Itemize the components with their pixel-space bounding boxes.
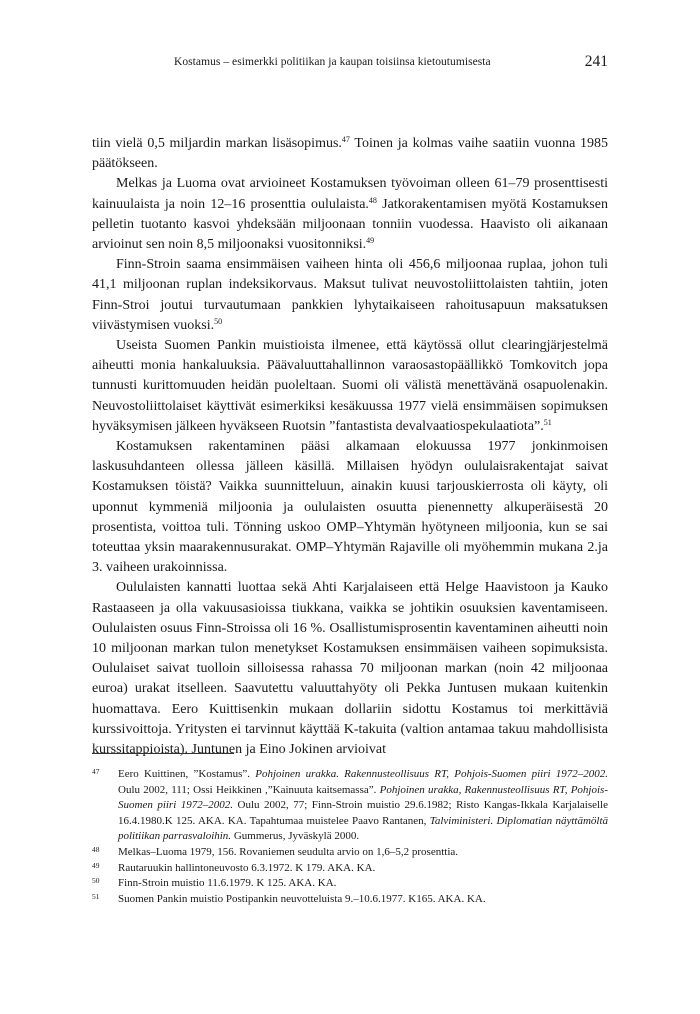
footnote-number: 50 [92, 876, 100, 886]
footnote: 51 Suomen Pankin muistio Postipankin neuvotteluista 9.–10.6.1977. K165. AKA. KA. [92, 892, 608, 908]
paragraph: Useista Suomen Pankin muistioista ilmenee, että käytössä ollut clearingjärjestelmä aiheutti monia hankaluuksia. Päävaluuttahallinnon varaosastopäällikkö Tomkovitch jopa tunnusti kurittomuuden heidän puoleltaan. Suomi oli välistä menettävänä osapuolenakin. Neuvostoliittolaiset käyttivät esimerkiksi kesäkuussa 1977 vielä ensimmäisen sopimuksen hyväksymisen jälkeen hyväkseen Ruotsin ”fantastista devalvaatiospekulaatiota”.$^{51}$ [92, 338, 608, 434]
page-number: 241 [584, 53, 608, 70]
paragraph: tiin vielä 0,5 miljardin markan lisäsopimus.$^{47}$ Toinen ja kolmas vaihe saatiin vuonna 1985 päätökseen. [92, 135, 609, 172]
paragraph: Oululaisten kannatti luottaa sekä Ahti Karjalaiseen että Helge Haavistoon ja Kauko Rastaaseen ja olla vakuusasioissa tiukkana, vaikka se johtikin osuuksien kaventamiseen. Oululaisten osuus Finn-Stroissa oli 16 %. Osallistumisprosentin kaventaminen aiheutti noin 10 miljoonan markan tulon menetykset Kostamuksen ensimmäisen vaiheen sopimuksista. Oululaiset saivat tuolloin silloisessa rahassa 70 miljoonan markan (noin 42 miljoonaa euroa) urakat itselleen. Saavutettu valuuttahyöty oli Pekka Juntusen mukaan kuitenkin huomattava. Eero Kuittisenkin mukaan dollariin sidottu Kostamus toi merkittäviä kurssivoittoja. Yritysten ei tarvinnut käyttää K-takuita (valtion antamaa takuu mahdollisista kurssitappioista). Juntunen ja Eino Jokinen arvioivat [92, 580, 608, 758]
footnote-ref[interactable]: 51 [543, 417, 552, 427]
footnotes [92, 767, 608, 907]
footnote: 49 Rautaruukin hallintoneuvosto 6.3.1972. K 179. AKA. KA. [92, 861, 608, 877]
footnote-ref[interactable]: 47 [341, 135, 350, 144]
running-title: Kostamus – esimerkki politiikan ja kaupan toisiinsa kietoutumisesta [174, 56, 491, 68]
footnote: 48 Melkas–Luoma 1979, 156. Rovaniemen seudulta arvio on 1,6–5,2 prosenttia. [92, 845, 608, 861]
footnote-number: 49 [92, 860, 100, 870]
footnote: 47 Eero Kuittinen, ”Kostamus”. Pohjoinen urakka. Rakennusteollisuus RT, Pohjois-Suomen piiri 1972–2002. Oulu 2002, 111; Ossi Heikkinen ,”Kainuuta kaitsemassa”. Pohjoinen urakka, Rakennusteollisuus RT, Pohjois-Suomen piiri 1972–2002. Oulu 2002, 77; Finn-Stroin muistio 29.6.1982; Risto Kangas-Ikkala Karjalaiselle 16.4.1980.K 125. AKA. KA. Tapahtumaa muistelee Paavo Rantanen, Talviministeri. Diplomatian näyttämöltä politiikan parrasvaloihin. Gummerus, Jyväskylä 2000. [92, 767, 608, 845]
paragraph: Finn-Stroin saama ensimmäisen vaiheen hinta oli 456,6 miljoonaa ruplaa, johon tuli 41,1 miljoonan ruplan indeksikorvaus. Maksut tulivat neuvostoliittolaisten tahtiin, joten Finn-Stroi joutui turvautumaan pankkien lyhytaikaiseen rahoitusapuun maksatuksen viivästymisen vuoksi.$^{50}$ [92, 257, 608, 333]
footnote-number: 48 [92, 844, 100, 854]
footnote-ref[interactable]: 48 [368, 195, 377, 205]
footnote-ref[interactable]: 49 [366, 236, 375, 246]
footnote-ref[interactable]: 50 [214, 316, 223, 326]
body-text [92, 134, 608, 760]
footnote-separator [92, 753, 234, 754]
footnote: 50 Finn-Stroin muistio 11.6.1979. K 125. AKA. KA. [92, 876, 608, 892]
paragraph: Melkas ja Luoma ovat arvioineet Kostamuksen työvoiman olleen 61–79 prosenttisesti kainuulaista ja noin 12–16 prosenttia oululaista.$^{48}$ Jatkorakentamisen myötä Kostamuksen pelletin tuotanto kasvoi yhdeksään miljoonaan tonniin vuodessa. Haavisto oli aikanaan arvioinut sen noin 8,5 miljoonaksi vuositonniksi.$^{49}$ [92, 176, 608, 253]
running-header [92, 55, 608, 73]
footnote-number: 47 [92, 767, 100, 776]
paragraph: Kostamuksen rakentaminen pääsi alkamaan elokuussa 1977 jonkinmoisen laskusuhdanteen ollessa jälleen käsillä. Millaisen hyödyn oululaisrakentajat saivat Kostamuksen töistä? Vaikka suunnitteluun, ainakin kuusi tarjouskierrosta oli käyty, oli uponnut kymmeniä miljoonia ja oululaisten osuutta pienennetty alkuperäisestä 20 prosentista, voittoa tuli. Tönning uskoo OMP–Yhtymän hyötyneen miljoonia, kun se sai toteuttaa yksin maarakennusurakat. OMP–Yhtymän Rajaville oli myöhemmin mukana 2.ja 3. vaiheen urakoinnissa. [92, 439, 608, 576]
footnote-number: 51 [92, 891, 100, 901]
